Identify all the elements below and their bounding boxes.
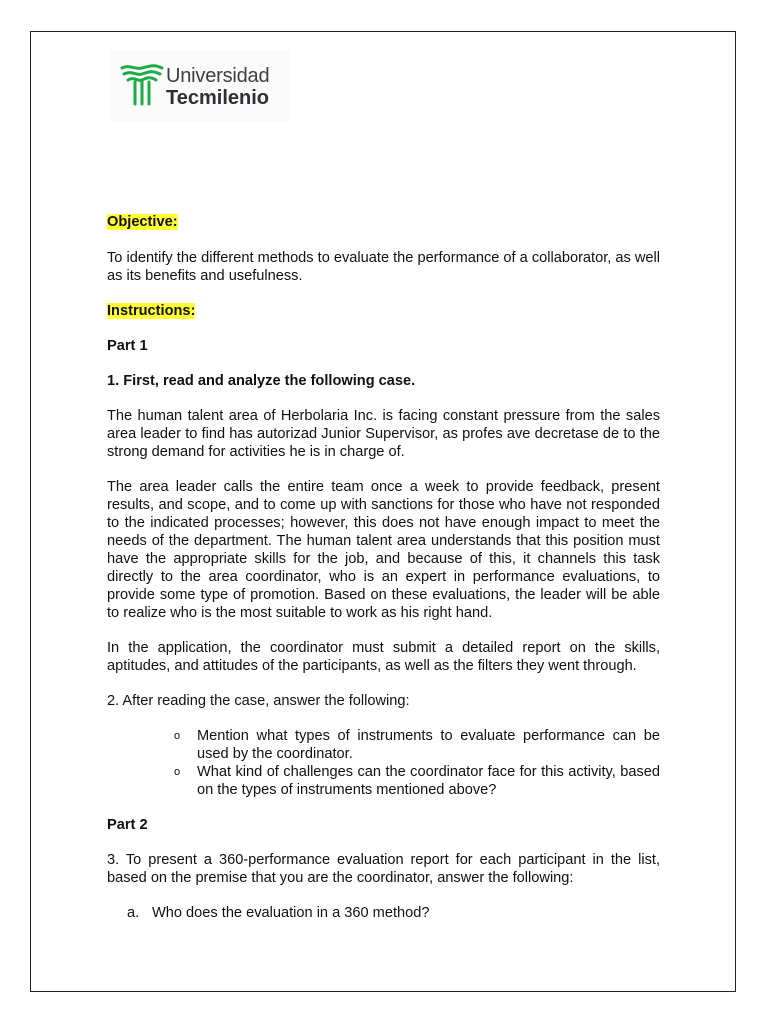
tecmilenio-leaf-icon xyxy=(120,62,164,106)
bullet-marker: o xyxy=(174,766,181,778)
bullet-text: What kind of challenges can the coordinator face for this activity, based on the types of instruments mentioned above? xyxy=(197,764,660,798)
bullet-marker: o xyxy=(174,730,181,742)
objective-heading: Objective: xyxy=(107,214,178,230)
document-body xyxy=(107,213,660,922)
case-paragraph-2: The area leader calls the entire team once a week to provide feedback, present results, and scope, and to come up with sanctions for those who have not responded to the indicated processes; however, this does not have enough impact to meet the needs of the department. The human talent area understands that this position must have the appropriate skills for the job, and because of this, it channels this task directly to the area coordinator, who is an expert in performance evaluations, to provide some type of promotion. Based on these evaluations, the leader will be able to realize who is the most suitable to work as his right hand. xyxy=(107,479,660,621)
case-paragraph-3: In the application, the coordinator must submit a detailed report on the skills, aptitudes, and attitudes of the participants, as well as the filters they went through. xyxy=(107,640,660,674)
list-item xyxy=(107,763,660,799)
university-logo xyxy=(110,50,290,122)
bullet-text: Mention what types of instruments to evaluate performance can be used by the coordinator. xyxy=(197,728,660,762)
logo-line-2: Tecmilenio xyxy=(166,87,269,109)
part1-heading: Part 1 xyxy=(107,338,148,354)
instructions-heading: Instructions: xyxy=(107,303,196,319)
step2-text: 2. After reading the case, answer the following: xyxy=(107,693,410,709)
case-paragraph-1: The human talent area of Herbolaria Inc. is facing constant pressure from the sales area leader to find has autorizad Junior Supervisor, as profes ave decretase de to the strong demand for activities he is in charge of. xyxy=(107,408,660,460)
step3-text: 3. To present a 360-performance evaluation report for each participant in the list, based on the premise that you are the coordinator, answer the following: xyxy=(107,852,660,886)
item-a xyxy=(107,904,660,922)
list-item xyxy=(107,727,660,763)
objective-text: To identify the different methods to evaluate the performance of a collaborator, as well as its benefits and usefulness. xyxy=(107,250,660,284)
step1-text: 1. First, read and analyze the following case. xyxy=(107,373,416,389)
logo-line-1: Universidad xyxy=(166,65,270,87)
part2-heading: Part 2 xyxy=(107,817,148,833)
item-a-text: Who does the evaluation in a 360 method? xyxy=(152,905,430,921)
question-list xyxy=(107,727,660,799)
item-a-marker: a. xyxy=(127,905,140,921)
